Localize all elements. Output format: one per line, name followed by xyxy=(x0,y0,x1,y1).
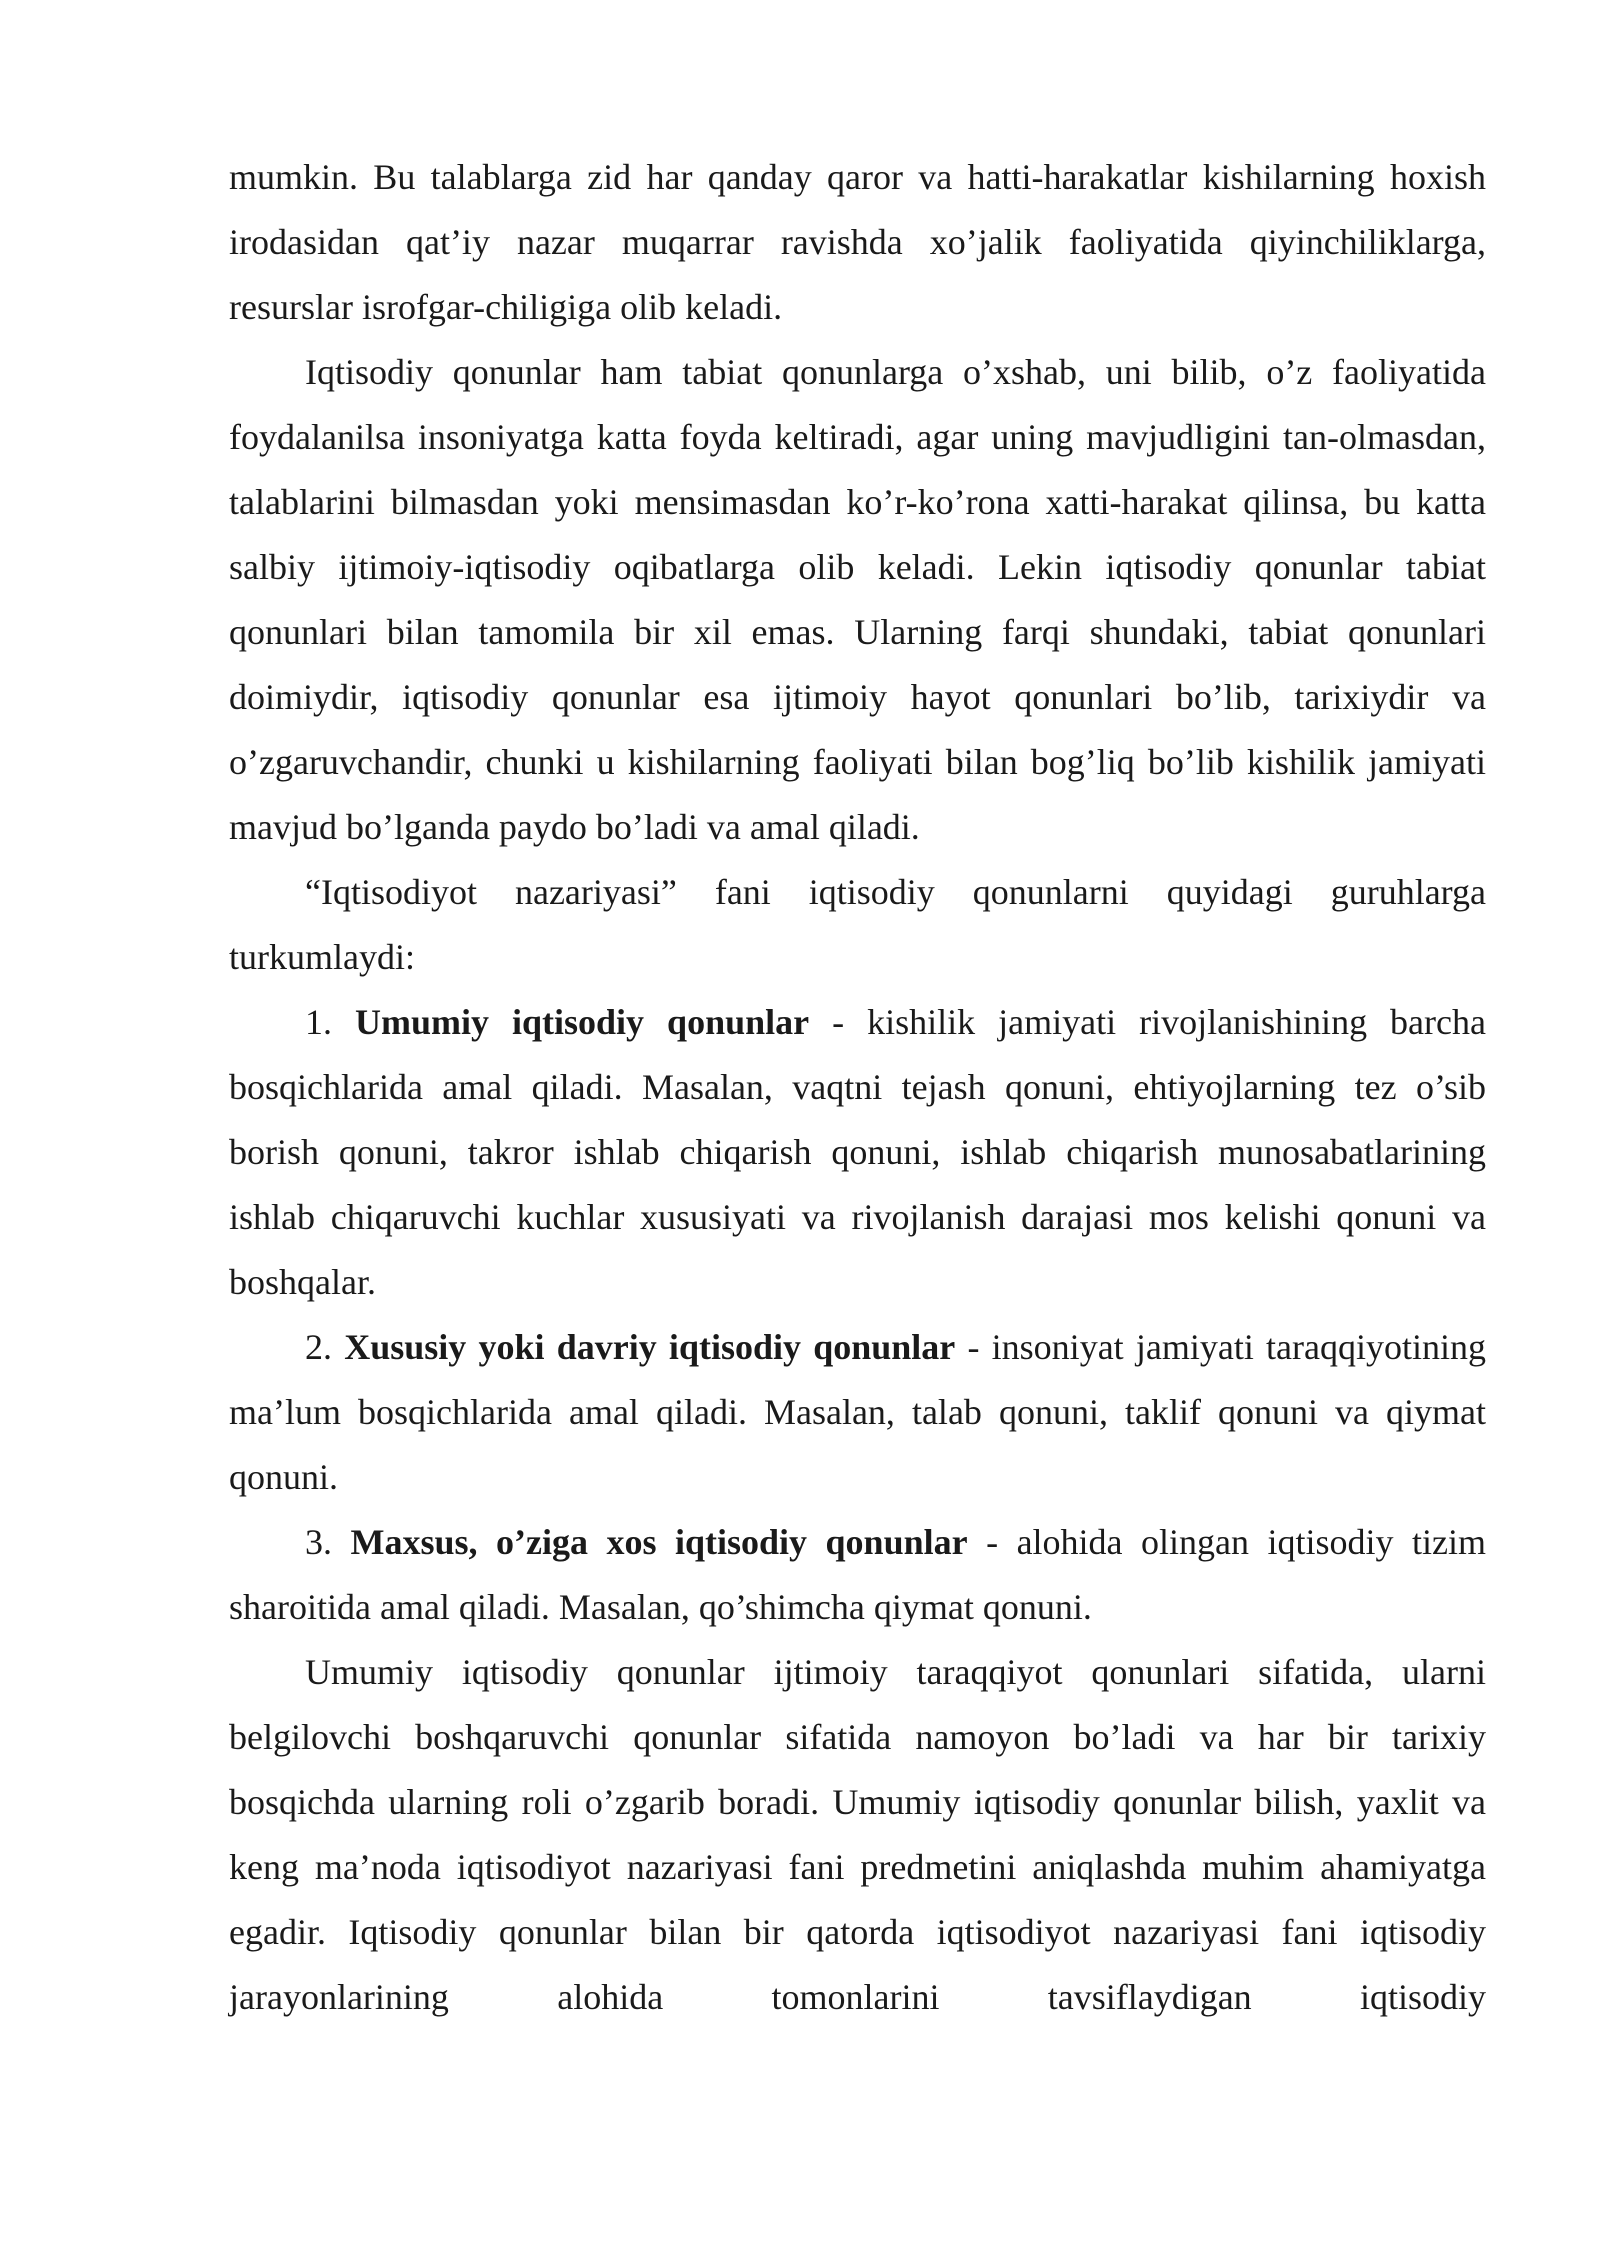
list-item-description: - insoniyat jamiyati taraqqiyotining ma’lum bosqichlarida amal qiladi. Masalan, talab qonuni, taklif qonuni va qiymat qonuni. xyxy=(229,1327,1487,1497)
list-item-number: 3. xyxy=(305,1522,332,1562)
list-item-description: - kishilik jamiyati rivojlanishining barcha bosqichlarida amal qiladi. Masalan, vaqtni tejash qonuni, ehtiyojlarning tez o’sib borish qonuni, takror ishlab chiqarish qonuni, ishlab chiqarish munosabatlarining ishlab chiqaruvchi kuchlar xususiyati va rivojlanish darajasi mos kelishi qonuni va boshqalar. xyxy=(229,1002,1486,1302)
paragraph-continuation: mumkin. Bu talablarga zid har qanday qaror va hatti-harakatlar kishilarning hoxish irodasidan qat’iy nazar muqarrar ravishda xo’jalik faoliyatida qiyinchiliklarga, resurslar isrofgar-chiligiga olib keladi. xyxy=(229,157,1486,327)
paragraph-classification-intro: “Iqtisodiyot nazariyasi” fani iqtisodiy qonunlarni quyidagi guruhlarga turkumlaydi: xyxy=(229,872,1486,977)
list-item-specific-laws xyxy=(229,1315,1486,1510)
list-item-term: Maxsus, o’ziga xos iqtisodiy qonunlar xyxy=(350,1522,968,1562)
document-body xyxy=(229,145,1486,2030)
list-item-general-laws xyxy=(229,990,1486,1315)
list-item-number: 1. xyxy=(305,1002,332,1042)
list-item-description: - alohida olingan iqtisodiy tizim sharoitida amal qiladi. Masalan, qo’shimcha qiymat qonuni. xyxy=(229,1522,1486,1627)
paragraph-general-laws-role: Umumiy iqtisodiy qonunlar ijtimoiy taraqqiyot qonunlari sifatida, ularni belgilovchi boshqaruvchi qonunlar sifatida namoyon bo’ladi va har bir tarixiy bosqichda ularning roli o’zgarib boradi. Umumiy iqtisodiy qonunlar bilish, yaxlit va keng ma’noda iqtisodiyot nazariyasi fani predmetini aniqlashda muhim ahamiyatga egadir. Iqtisodiy qonunlar bilan bir qatorda iqtisodiyot nazariyasi fani iqtisodiy jarayonlarining alohida tomonlarini tavsiflaydigan iqtisodiy xyxy=(229,1652,1486,2017)
list-item-term: Xususiy yoki davriy iqtisodiy qonunlar xyxy=(344,1327,956,1367)
paragraph-economic-laws-vs-nature: Iqtisodiy qonunlar ham tabiat qonunlarga o’xshab, uni bilib, o’z faoliyatida foydalanilsa insoniyatga katta foyda keltiradi, agar uning mavjudligini tan-olmasdan, talablarini bilmasdan yoki mensimasdan ko’r-ko’rona xatti-harakat qilinsa, bu katta salbiy ijtimoiy-iqtisodiy oqibatlarga olib keladi. Lekin iqtisodiy qonunlar tabiat qonunlari bilan tamomila bir xil emas. Ularning farqi shundaki, tabiat qonunlari doimiydir, iqtisodiy qonunlar esa ijtimoiy hayot qonunlari bo’lib, tarixiydir va o’zgaruvchandir, chunki u kishilarning faoliyati bilan bog’liq bo’lib kishilik jamiyati mavjud bo’lganda paydo bo’ladi va amal qiladi. xyxy=(229,352,1486,847)
list-item-term: Umumiy iqtisodiy qonunlar xyxy=(355,1002,810,1042)
list-item-special-laws xyxy=(229,1510,1486,1640)
list-item-number: 2. xyxy=(305,1327,332,1367)
